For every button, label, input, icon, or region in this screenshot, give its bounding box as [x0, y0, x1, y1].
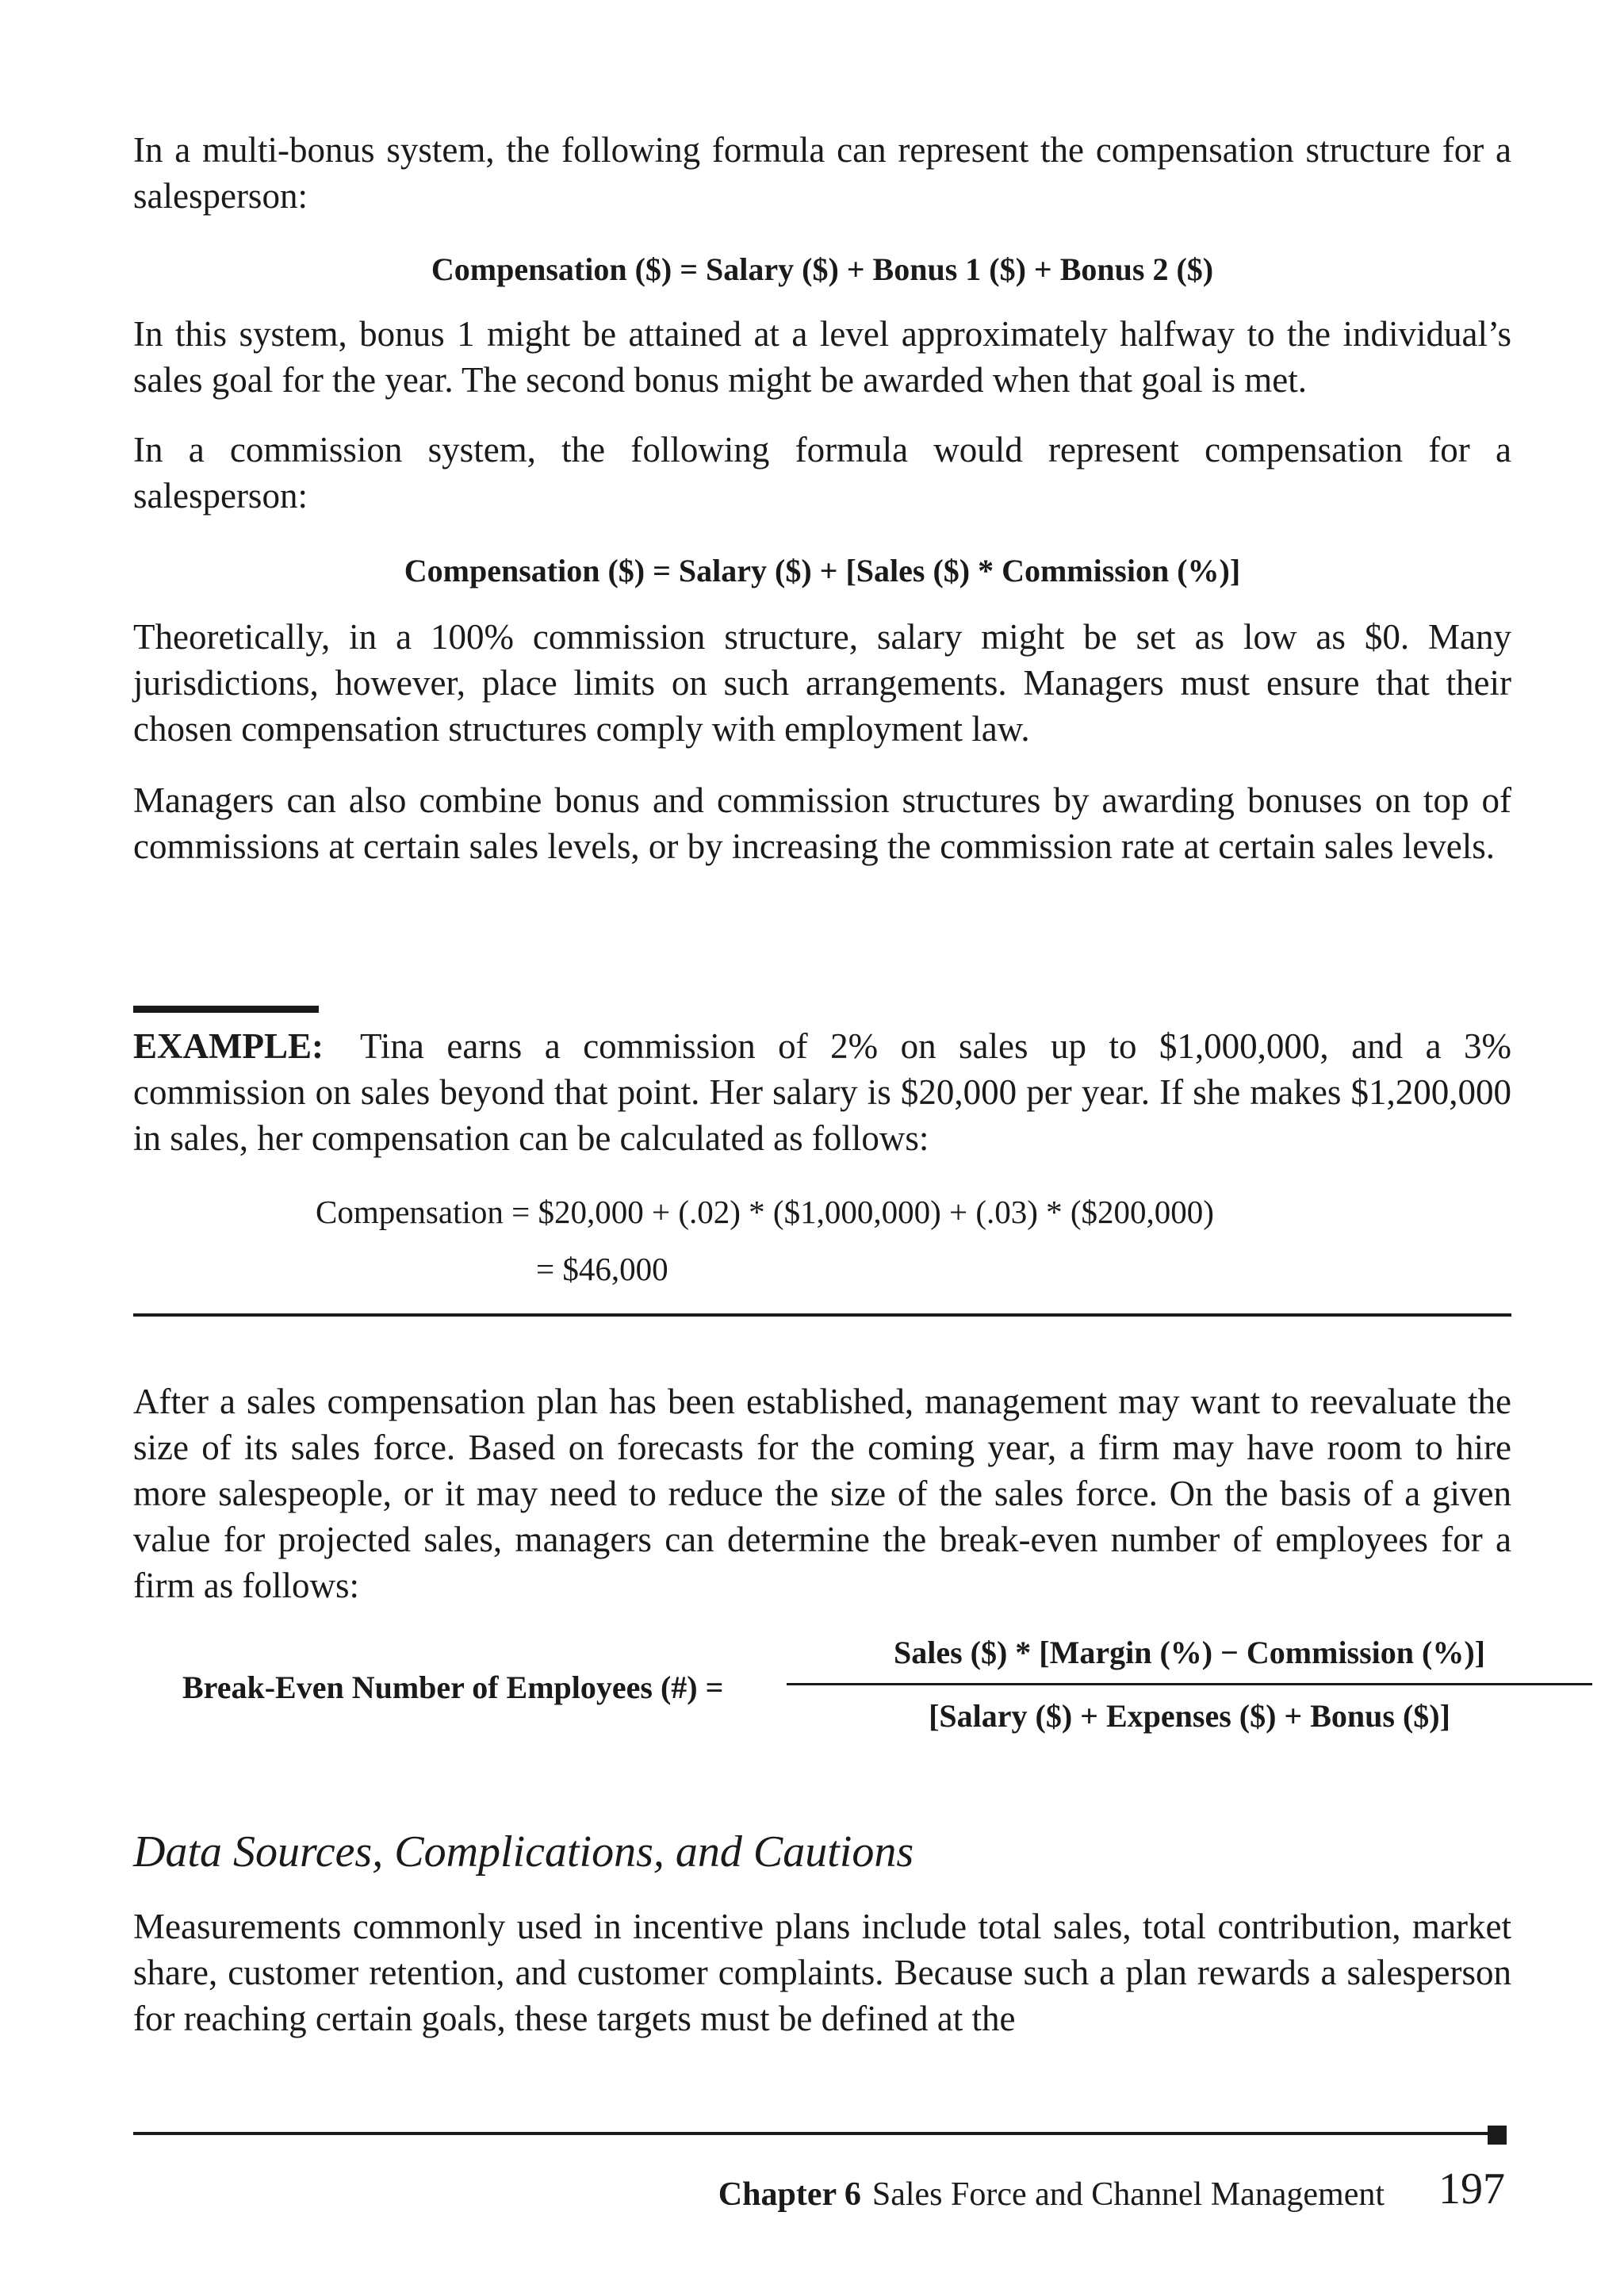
- chapter-title: Sales Force and Channel Management: [871, 2176, 1385, 2213]
- example-calculation-line-1: Compensation = $20,000 + (.02) * ($1,000,000) + (.03) * ($200,000): [316, 1194, 1214, 1230]
- example-box: [133, 1023, 1511, 1161]
- example-paragraph: [133, 1023, 1511, 1161]
- paragraph-commission-limits: [133, 614, 1511, 752]
- paragraph-sales-force-size: [133, 1378, 1511, 1608]
- paragraph-text: Measurements commonly used in incentive plans include total sales, total contribution, market share, customer retention, and customer complaints. Because such a plan rewards a salesperson for reaching certain goals, these targets must be defined at the: [133, 1907, 1511, 2038]
- footer-rule: [133, 2132, 1491, 2135]
- formula-commission: Compensation ($) = Salary ($) + [Sales ($) * Commission (%)]: [404, 553, 1241, 588]
- paragraph-text: Theoretically, in a 100% commission structure, salary might be set as low as $0. Many jurisdictions, however, place limits on such arrangements. Managers must ensure that their chosen compensation structures comply with employment law.: [133, 617, 1511, 749]
- paragraph-multi-bonus-intro: [133, 127, 1511, 219]
- paragraph-commission-intro: [133, 427, 1511, 519]
- chapter-label: Chapter 6: [718, 2176, 861, 2213]
- paragraph-incentive-measurements: [133, 1903, 1511, 2041]
- section-heading: Data Sources, Complications, and Cautions: [133, 1827, 914, 1877]
- example-calculation-result: = $46,000: [536, 1251, 668, 1287]
- example-label: EXAMPLE:: [133, 1026, 324, 1066]
- example-bottom-rule: [133, 1313, 1511, 1317]
- break-even-numerator: Sales ($) * [Margin (%) − Commission (%)]: [893, 1635, 1486, 1670]
- break-even-denominator: [Salary ($) + Expenses ($) + Bonus ($)]: [929, 1698, 1450, 1734]
- paragraph-text: In a multi-bonus system, the following formula can represent the compensation structure for a salesperson:: [133, 130, 1511, 216]
- formula-multi-bonus: Compensation ($) = Salary ($) + Bonus 1 ($) + Bonus 2 ($): [431, 251, 1214, 287]
- paragraph-text: Managers can also combine bonus and commission structures by awarding bonuses on top of commissions at certain sales levels, or by increasing the commission rate at certain sales levels.: [133, 780, 1511, 866]
- footer-running-head: [718, 2173, 1385, 2216]
- paragraph-text: After a sales compensation plan has been established, management may want to reevaluate the size of its sales force. Based on forecasts for the coming year, a firm may have room to hire more salespeople, or it may need to reduce the size of the sales force. On the basis of a given value for projected sales, managers can determine the break-even number of employees for a firm as follows:: [133, 1382, 1511, 1605]
- document-page: [133, 0, 1511, 2281]
- example-text: Tina earns a commission of 2% on sales up to $1,000,000, and a 3% commission on sales beyond that point. Her salary is $20,000 per year. If she makes $1,200,000 in sales, her compensation can be calculated as follows:: [133, 1026, 1511, 1158]
- footer-square-marker: [1488, 2126, 1507, 2145]
- paragraph-combined-structures: [133, 777, 1511, 869]
- fraction-bar: [787, 1683, 1592, 1685]
- paragraph-text: In this system, bonus 1 might be attained at a level approximately halfway to the individual’s sales goal for the year. The second bonus might be awarded when that goal is met.: [133, 314, 1511, 400]
- paragraph-text: In a commission system, the following formula would represent compensation for a salesperson:: [133, 430, 1511, 516]
- example-top-rule: [133, 1006, 319, 1013]
- break-even-label: Break-Even Number of Employees (#) =: [182, 1670, 724, 1705]
- page-number: 197: [1438, 2164, 1505, 2214]
- paragraph-bonus-explanation: [133, 311, 1511, 403]
